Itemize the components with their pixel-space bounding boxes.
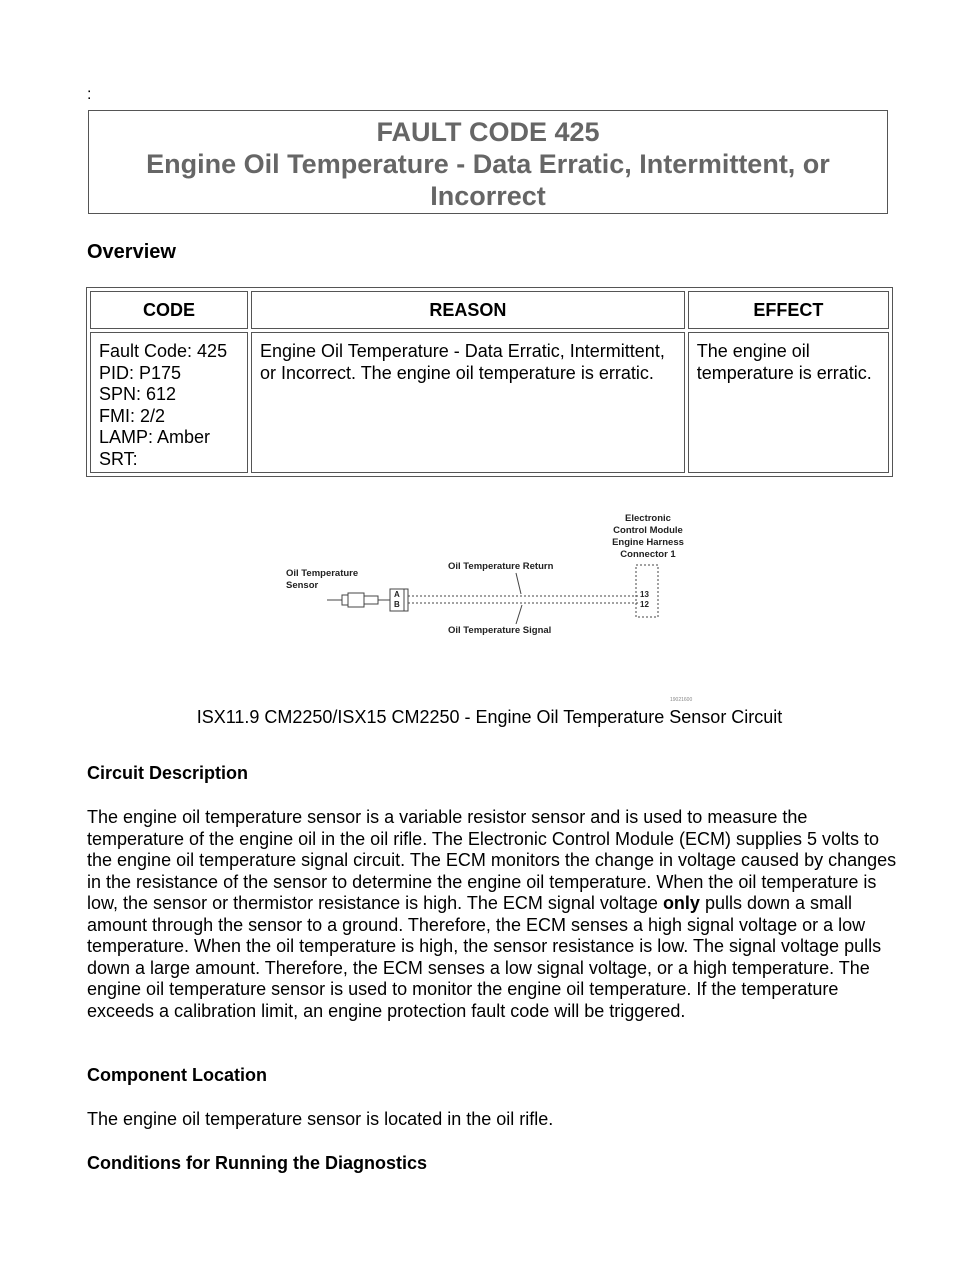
code-line: LAMP: Amber: [99, 427, 211, 447]
code-line: FMI: 2/2: [99, 405, 166, 426]
overview-table: [86, 287, 893, 477]
code-line: SPN: 612: [99, 384, 177, 404]
return-wire-label: Oil Temperature Return: [448, 561, 554, 572]
column-header-reason: REASON: [251, 291, 685, 329]
component-location-text: The engine oil temperature sensor is located in the oil rifle.: [87, 1109, 554, 1129]
circuit-text-part-1: The engine oil temperature sensor is a variable resistor sensor and is used to measure the temperature of the engine oil in the oil rifle. The Electronic Control Module (ECM) supplies 5 volts to the engine oil temperature signal circuit. The ECM monitors the change in voltage caused by changes in the resistance of the sensor to determine the engine oil temperature. When the oil temperature is low, the sensor or thermistor resistance is high. The ECM signal voltage: [87, 807, 897, 913]
code-line: PID: P175: [99, 362, 182, 383]
circuit-text-part-2: pulls down a small amount through the sensor to a ground. Therefore, the ECM senses a high signal voltage or a low temperature. When the oil temperature is high, the sensor resistance is low. The signal voltage pulls down a large amount. Therefore, the ECM senses a low signal voltage, or a high temperature. The engine oil temperature sensor is used to monitor the engine oil temperature. If the temperature exceeds a calibration limit, an engine protection fault code will be triggered.: [87, 893, 882, 1021]
table-header-row: [90, 291, 889, 329]
sensor-connector-latch: [404, 589, 408, 611]
column-header-effect: EFFECT: [688, 291, 889, 329]
return-leader-line: [516, 573, 521, 594]
pin-b-label: B: [394, 600, 400, 609]
ecm-label-2: Control Module: [613, 525, 683, 536]
code-line: Fault Code: 425: [99, 341, 228, 361]
figure-id: 19021600: [670, 697, 693, 703]
ecm-label-3: Engine Harness: [612, 537, 684, 548]
code-line: SRT:: [99, 448, 138, 469]
pin-a-label: A: [394, 590, 400, 599]
reason-cell: Engine Oil Temperature - Data Erratic, Intermittent, or Incorrect. The engine oil temperature is erratic.: [251, 332, 685, 473]
table-row: [90, 332, 889, 473]
pin-12-label: 12: [640, 600, 649, 609]
fault-code-subtitle: Engine Oil Temperature - Data Erratic, Intermittent, or Incorrect: [146, 149, 830, 211]
ecm-label-1: Electronic: [625, 513, 671, 524]
overview-heading: Overview: [87, 241, 176, 263]
conditions-heading: Conditions for Running the Diagnostics: [87, 1153, 427, 1173]
sensor-body: [348, 593, 364, 607]
circuit-description-heading: Circuit Description: [87, 763, 249, 783]
circuit-description-text: [87, 807, 897, 1022]
sensor-boot: [364, 596, 378, 604]
circuit-text-emphasis: only: [662, 893, 700, 913]
fault-code-title: FAULT CODE 425: [376, 117, 600, 147]
signal-leader-line: [516, 605, 522, 624]
column-header-code: CODE: [90, 291, 248, 329]
sensor-circuit-diagram: [280, 505, 710, 705]
code-cell: [90, 332, 248, 473]
component-location-heading: Component Location: [87, 1065, 267, 1085]
signal-wire-label: Oil Temperature Signal: [448, 625, 552, 636]
effect-cell: The engine oil temperature is erratic.: [688, 332, 889, 473]
diagram-caption: ISX11.9 CM2250/ISX15 CM2250 - Engine Oil Temperature Sensor Circuit: [196, 707, 783, 727]
title-box: [88, 110, 888, 214]
sensor-nut: [342, 595, 348, 605]
sensor-label-1: Oil Temperature: [286, 568, 359, 579]
sensor-label-2: Sensor: [286, 580, 319, 591]
pin-13-label: 13: [640, 590, 649, 599]
ecm-label-4: Connector 1: [620, 549, 676, 560]
page-marker: :: [87, 86, 92, 103]
